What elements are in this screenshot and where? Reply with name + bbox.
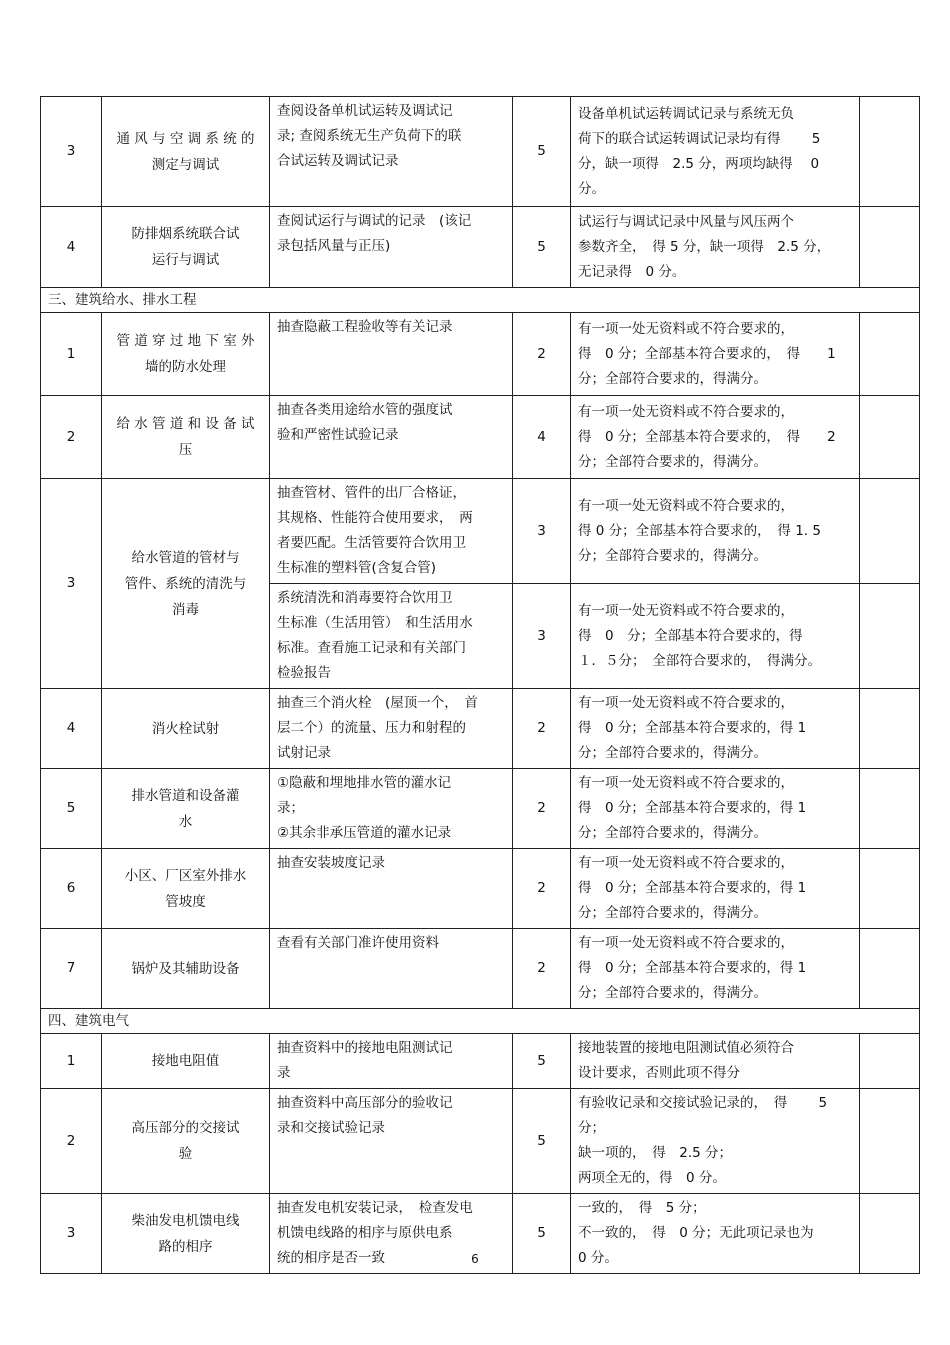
row-number: 1 bbox=[41, 313, 102, 396]
page-number: 6 bbox=[471, 1252, 479, 1266]
check-item: 接地电阻值 bbox=[102, 1034, 270, 1089]
check-method: 抽查三个消火栓 (屋顶一个， 首 层二个）的流量、压力和射程的 试射记录 bbox=[270, 689, 513, 769]
max-score: 5 bbox=[513, 97, 571, 207]
max-score: 5 bbox=[513, 1194, 571, 1274]
check-item: 锅炉及其辅助设备 bbox=[102, 929, 270, 1009]
actual-score-cell bbox=[860, 313, 920, 396]
check-method: 抽查发电机安装记录， 检查发电 机馈电线路的相序与原供电系 统的相序是否一致 bbox=[270, 1194, 513, 1274]
scoring-rule: 有验收记录和交接试验记录的， 得 5 分； 缺一项的， 得 2.5 分； 两项全无的，得 0 分。 bbox=[571, 1089, 860, 1194]
check-method: 抽查安装坡度记录 bbox=[270, 849, 513, 929]
scoring-rule: 有一项一处无资料或不符合要求的， 得 0 分；全部基本符合要求的，得 1 分；全部符合要求的，得满分。 bbox=[571, 689, 860, 769]
check-method: 抽查各类用途给水管的强度试 验和严密性试验记录 bbox=[270, 396, 513, 479]
section-row bbox=[41, 1009, 920, 1034]
max-score: 5 bbox=[513, 207, 571, 288]
check-method: 查阅设备单机试运转及调试记 录; 查阅系统无生产负荷下的联 合试运转及调试记录 bbox=[270, 97, 513, 207]
max-score: 5 bbox=[513, 1034, 571, 1089]
check-method: 查看有关部门准许使用资料 bbox=[270, 929, 513, 1009]
check-method: 抽查资料中的接地电阻测试记 录 bbox=[270, 1034, 513, 1089]
table-row bbox=[41, 1089, 920, 1194]
scoring-rule: 有一项一处无资料或不符合要求的， 得 0 分；全部基本符合要求的， 得 1 分；全部符合要求的，得满分。 bbox=[571, 313, 860, 396]
check-item: 高压部分的交接试 验 bbox=[102, 1089, 270, 1194]
check-item: 管 道 穿 过 地 下 室 外 墙的防水处理 bbox=[102, 313, 270, 396]
check-item: 通 风 与 空 调 系 统 的 测定与调试 bbox=[102, 97, 270, 207]
scoring-rule: 接地装置的接地电阻测试值必须符合 设计要求，否则此项不得分 bbox=[571, 1034, 860, 1089]
table-row bbox=[41, 313, 920, 396]
actual-score-cell bbox=[860, 929, 920, 1009]
section-heading: 三、建筑给水、排水工程 bbox=[41, 288, 920, 313]
scoring-rule: 一致的， 得 5 分； 不一致的， 得 0 分；无此项记录也为 0 分。 bbox=[571, 1194, 860, 1274]
scoring-rule: 有一项一处无资料或不符合要求的， 得 0 分；全部基本符合要求的， 得 1. 5 分；全部符合要求的，得满分。 bbox=[571, 479, 860, 584]
table-row bbox=[41, 97, 920, 207]
max-score: 3 bbox=[513, 479, 571, 584]
row-number: 7 bbox=[41, 929, 102, 1009]
table-row bbox=[41, 207, 920, 288]
row-number: 3 bbox=[41, 479, 102, 689]
row-number: 6 bbox=[41, 849, 102, 929]
check-item: 给 水 管 道 和 设 备 试 压 bbox=[102, 396, 270, 479]
actual-score-cell bbox=[860, 769, 920, 849]
max-score: 2 bbox=[513, 689, 571, 769]
scoring-rule: 试运行与调试记录中风量与风压两个 参数齐全， 得 5 分，缺一项得 2.5 分， 无记录得 0 分。 bbox=[571, 207, 860, 288]
check-method: ①隐蔽和埋地排水管的灌水记 录； ②其余非承压管道的灌水记录 bbox=[270, 769, 513, 849]
actual-score-cell bbox=[860, 689, 920, 769]
section-row bbox=[41, 288, 920, 313]
scoring-rule: 有一项一处无资料或不符合要求的， 得 0 分；全部基本符合要求的， 得 2 分；全部符合要求的，得满分。 bbox=[571, 396, 860, 479]
check-item: 防排烟系统联合试 运行与调试 bbox=[102, 207, 270, 288]
scoring-rule: 有一项一处无资料或不符合要求的， 得 0 分；全部基本符合要求的，得 1 分；全部符合要求的，得满分。 bbox=[571, 849, 860, 929]
row-number: 2 bbox=[41, 396, 102, 479]
section-heading: 四、建筑电气 bbox=[41, 1009, 920, 1034]
evaluation-table bbox=[40, 96, 920, 1274]
scoring-rule: 有一项一处无资料或不符合要求的， 得 0 分；全部基本符合要求的，得 １．５分； 全部符合要求的， 得满分。 bbox=[571, 584, 860, 689]
max-score: 2 bbox=[513, 313, 571, 396]
actual-score-cell bbox=[860, 1034, 920, 1089]
row-number: 2 bbox=[41, 1089, 102, 1194]
check-method: 查阅试运行与调试的记录 (该记 录包括风量与正压) bbox=[270, 207, 513, 288]
table-row bbox=[41, 479, 920, 584]
actual-score-cell bbox=[860, 849, 920, 929]
max-score: 4 bbox=[513, 396, 571, 479]
actual-score-cell bbox=[860, 396, 920, 479]
row-number: 3 bbox=[41, 1194, 102, 1274]
row-number: 4 bbox=[41, 207, 102, 288]
table-row bbox=[41, 849, 920, 929]
actual-score-cell bbox=[860, 1089, 920, 1194]
scoring-rule: 有一项一处无资料或不符合要求的， 得 0 分；全部基本符合要求的，得 1 分；全部符合要求的，得满分。 bbox=[571, 769, 860, 849]
table-row bbox=[41, 929, 920, 1009]
check-item: 柴油发电机馈电线 路的相序 bbox=[102, 1194, 270, 1274]
max-score: 2 bbox=[513, 849, 571, 929]
check-item: 小区、厂区室外排水 管坡度 bbox=[102, 849, 270, 929]
max-score: 2 bbox=[513, 769, 571, 849]
row-number: 4 bbox=[41, 689, 102, 769]
max-score: 3 bbox=[513, 584, 571, 689]
row-number: 3 bbox=[41, 97, 102, 207]
table-row bbox=[41, 396, 920, 479]
check-method: 抽查隐蔽工程验收等有关记录 bbox=[270, 313, 513, 396]
actual-score-cell bbox=[860, 584, 920, 689]
check-method: 抽查管材、管件的出厂合格证， 其规格、性能符合使用要求， 两 者要匹配。生活管要符合饮用卫 生标准的塑料管(含复合管) bbox=[270, 479, 513, 584]
max-score: 2 bbox=[513, 929, 571, 1009]
check-method: 系统清洗和消毒要符合饮用卫 生标准（生活用管） 和生活用水 标准。查看施工记录和有关部门 检验报告 bbox=[270, 584, 513, 689]
check-method: 抽查资料中高压部分的验收记 录和交接试验记录 bbox=[270, 1089, 513, 1194]
check-item: 排水管道和设备灌 水 bbox=[102, 769, 270, 849]
max-score: 5 bbox=[513, 1089, 571, 1194]
actual-score-cell bbox=[860, 97, 920, 207]
actual-score-cell bbox=[860, 479, 920, 584]
check-item: 给水管道的管材与 管件、系统的清洗与 消毒 bbox=[102, 479, 270, 689]
table-row bbox=[41, 1034, 920, 1089]
table-row bbox=[41, 769, 920, 849]
actual-score-cell bbox=[860, 207, 920, 288]
row-number: 1 bbox=[41, 1034, 102, 1089]
row-number: 5 bbox=[41, 769, 102, 849]
table-row bbox=[41, 689, 920, 769]
scoring-rule: 设备单机试运转调试记录与系统无负 荷下的联合试运转调试记录均有得 5 分，缺一项得 2.5 分，两项均缺得 0 分。 bbox=[571, 97, 860, 207]
check-item: 消火栓试射 bbox=[102, 689, 270, 769]
scoring-rule: 有一项一处无资料或不符合要求的， 得 0 分；全部基本符合要求的，得 1 分；全部符合要求的，得满分。 bbox=[571, 929, 860, 1009]
